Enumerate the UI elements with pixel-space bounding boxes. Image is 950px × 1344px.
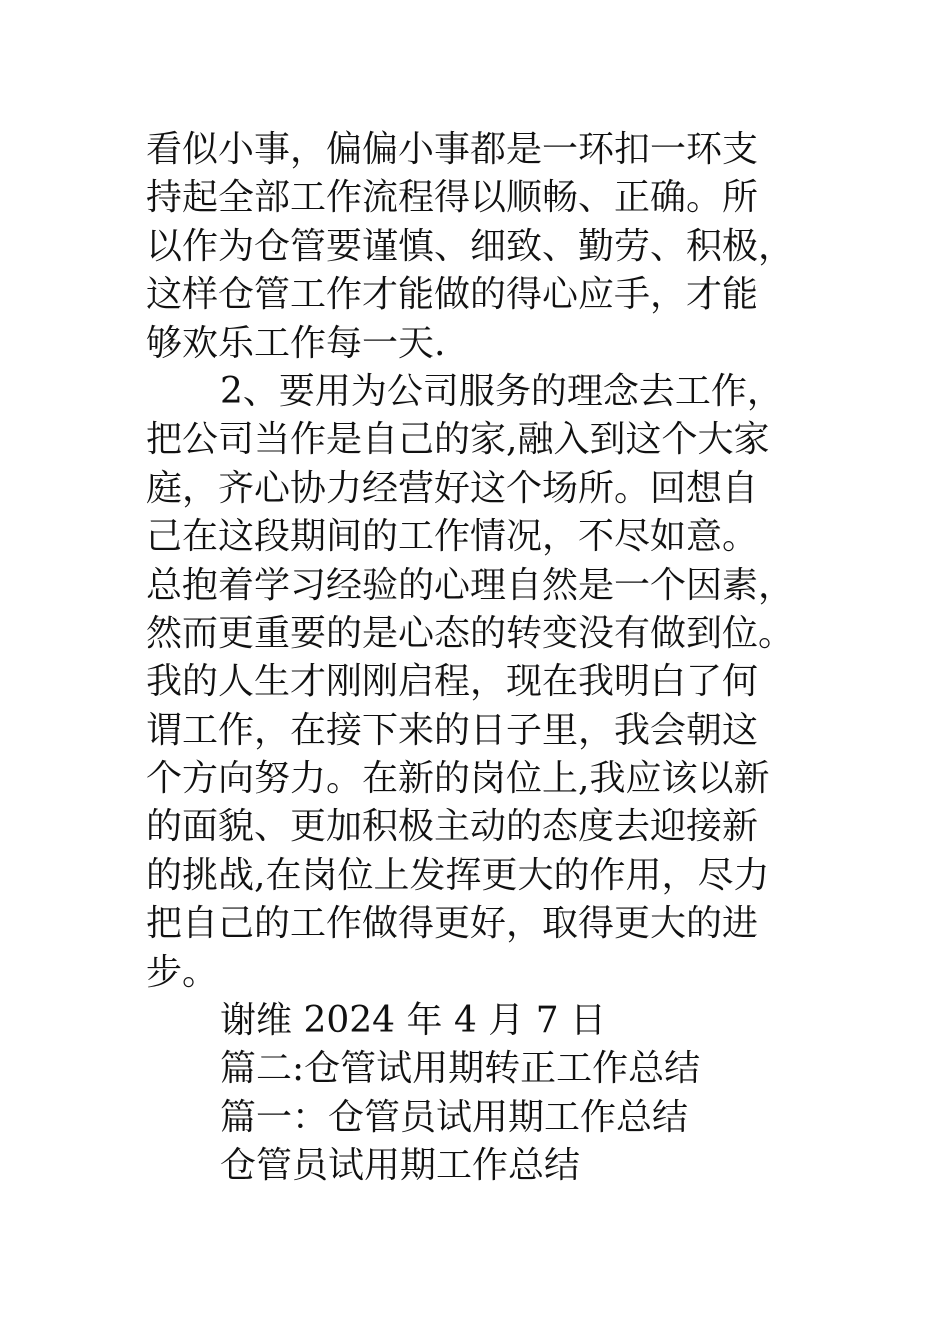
text-line: 篇二:仓管试用期转正工作总结 <box>220 1048 701 1090</box>
text-line: 篇一：仓管员试用期工作总结 <box>220 1096 689 1138</box>
text-line: 把自己的工作做得更好，取得更大的进 <box>146 903 759 945</box>
text-line: 己在这段期间的工作情况，不尽如意。 <box>146 516 759 558</box>
text-line: 这样仓管工作才能做的得心应手，才能 <box>146 274 759 316</box>
text-line: 庭，齐心协力经营好这个场所。回想自 <box>146 467 759 509</box>
text-line: 谢维 2024 年 4 月 7 日 <box>220 1000 607 1042</box>
text-line: 以作为仓管要谨慎、细致、勤劳、积极， <box>146 225 795 267</box>
text-line: 我的人生才刚刚启程，现在我明白了何 <box>146 661 759 703</box>
text-line: 看似小事，偏偏小事都是一环扣一环支 <box>146 129 759 170</box>
text-line: 持起全部工作流程得以顺畅、正确。所 <box>146 177 759 219</box>
document-body <box>146 126 836 1191</box>
text-line: 的面貌、更加积极主动的态度去迎接新 <box>146 806 759 848</box>
text-line: 够欢乐工作每一天. <box>146 322 446 364</box>
text-line: 仓管员试用期工作总结 <box>220 1145 581 1187</box>
text-line: 然而更重要的是心态的转变没有做到位。 <box>146 612 795 654</box>
text-line: 的挑战,在岗位上发挥更大的作用，尽力 <box>146 854 770 896</box>
text-line: 2、要用为公司服务的理念去工作， <box>220 370 783 412</box>
text-line: 谓工作，在接下来的日子里，我会朝这 <box>146 709 759 751</box>
text-line: 个方向努力。在新的岗位上,我应该以新 <box>146 758 770 800</box>
text-line: 步。 <box>146 951 219 993</box>
text-line: 把公司当作是自己的家,融入到这个大家 <box>146 419 770 461</box>
text-line: 总抱着学习经验的心理自然是一个因素， <box>146 564 795 606</box>
